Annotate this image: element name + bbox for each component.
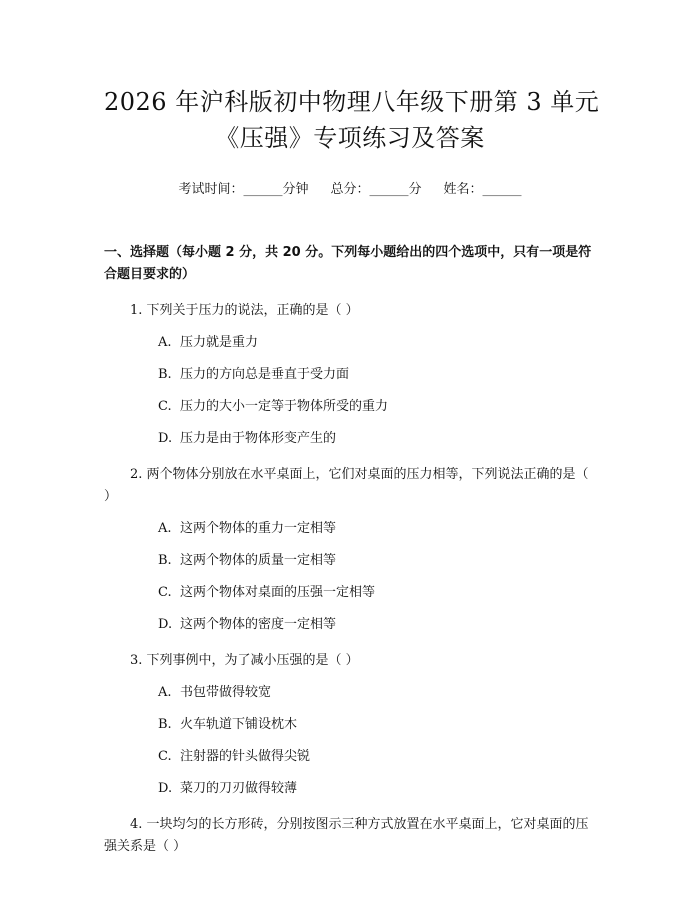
option-letter: C. (158, 749, 172, 764)
option-letter: B. (158, 367, 172, 382)
option-a (104, 518, 596, 540)
option-text: 压力就是重力 (180, 335, 259, 350)
option-text: 这两个物体的重力一定相等 (180, 521, 337, 536)
exam-time: 考试时间：______分钟 (178, 182, 309, 197)
document-title (104, 84, 600, 156)
option-text: 注射器的针头做得尖锐 (180, 749, 311, 764)
option-text: 菜刀的刀刃做得较薄 (180, 781, 298, 796)
option-list (104, 682, 596, 800)
title-line-2: 《压强》专项练习及答案 (215, 124, 485, 152)
option-letter: B. (158, 553, 172, 568)
option-letter: D. (158, 781, 173, 796)
question-text: 下列关于压力的说法，正确的是（ ） (146, 303, 359, 318)
option-b (104, 550, 596, 572)
option-a (104, 682, 596, 704)
section-heading: 一、选择题（每小题 2 分，共 20 分。下列每小题给出的四个选项中，只有一项是符合题目要求的） (104, 245, 592, 282)
option-letter: A. (158, 521, 172, 536)
option-letter: C. (158, 585, 172, 600)
exam-total-score: 总分：______分 (330, 182, 422, 197)
question-stem (104, 650, 596, 672)
question-text: 两个物体分别放在水平桌面上，它们对桌面的压力相等，下列说法正确的是（ ） (104, 467, 589, 504)
question-number: 4. (130, 817, 143, 832)
question-1 (104, 300, 596, 450)
title-line-1: 2026 年沪科版初中物理八年级下册第 3 单元 (104, 88, 600, 116)
question-number: 1. (130, 303, 143, 318)
option-list (104, 518, 596, 636)
question-2 (104, 464, 596, 636)
question-4 (104, 814, 596, 858)
option-text: 压力的方向总是垂直于受力面 (180, 367, 350, 382)
option-text: 书包带做得较宽 (180, 685, 272, 700)
option-list (104, 332, 596, 450)
question-text: 下列事例中，为了减小压强的是（ ） (146, 653, 359, 668)
option-letter: A. (158, 685, 172, 700)
option-text: 这两个物体的密度一定相等 (180, 617, 337, 632)
question-stem (104, 300, 596, 322)
option-c (104, 746, 596, 768)
option-d (104, 614, 596, 636)
option-d (104, 428, 596, 450)
option-letter: D. (158, 617, 173, 632)
option-text: 压力的大小一定等于物体所受的重力 (180, 399, 389, 414)
option-b (104, 364, 596, 386)
option-a (104, 332, 596, 354)
option-letter: C. (158, 399, 172, 414)
question-number: 3. (130, 653, 143, 668)
question-stem (104, 814, 596, 858)
option-d (104, 778, 596, 800)
option-text: 这两个物体对桌面的压强一定相等 (180, 585, 376, 600)
option-text: 火车轨道下铺设枕木 (180, 717, 298, 732)
option-c (104, 396, 596, 418)
option-letter: A. (158, 335, 172, 350)
question-number: 2. (130, 467, 143, 482)
exam-info (104, 180, 596, 200)
option-text: 压力是由于物体形变产生的 (180, 431, 337, 446)
option-b (104, 714, 596, 736)
option-letter: B. (158, 717, 172, 732)
option-letter: D. (158, 431, 173, 446)
option-c (104, 582, 596, 604)
question-stem (104, 464, 596, 508)
question-text: 一块均匀的长方形砖，分别按图示三种方式放置在水平桌面上，它对桌面的压强关系是（ ） (104, 817, 589, 854)
option-text: 这两个物体的质量一定相等 (180, 553, 337, 568)
question-3 (104, 650, 596, 800)
exam-student-name: 姓名：______ (443, 182, 522, 197)
